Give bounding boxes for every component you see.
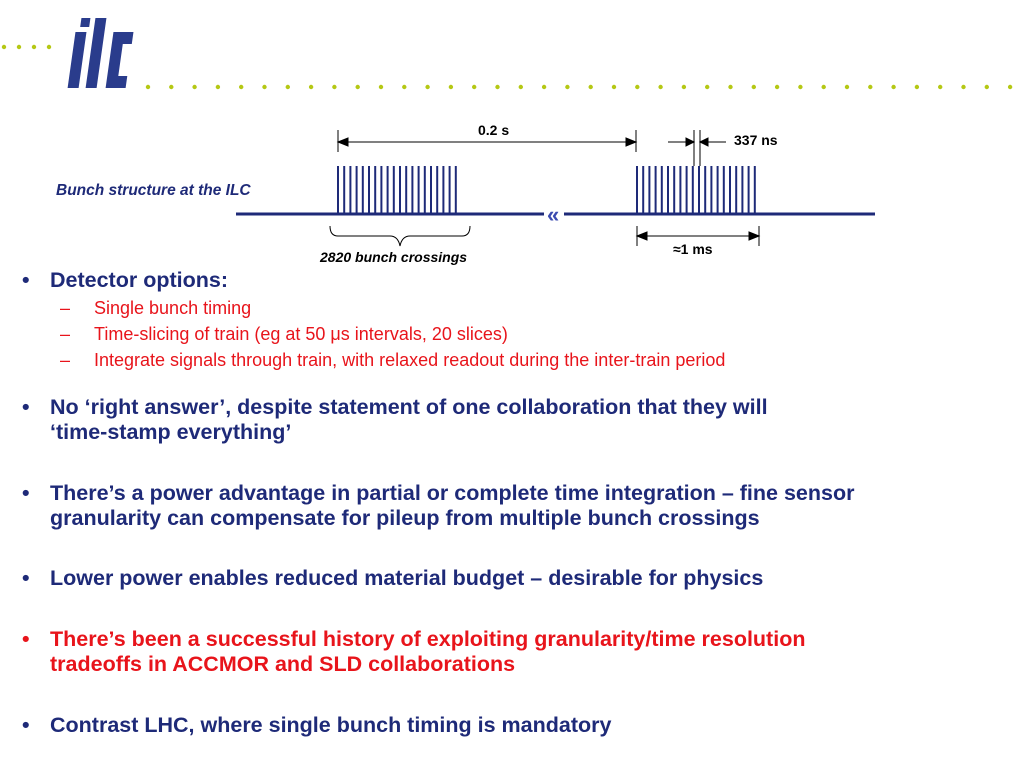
decor-dot bbox=[612, 85, 616, 89]
decor-dot bbox=[868, 85, 872, 89]
decor-dot bbox=[822, 85, 826, 89]
bullet-power-advantage bbox=[22, 481, 1017, 531]
bunch-spacing-arrow bbox=[668, 130, 726, 166]
break-symbol bbox=[544, 202, 564, 227]
decor-dot bbox=[891, 85, 895, 89]
decor-dot bbox=[682, 85, 686, 89]
decor-dot bbox=[239, 85, 243, 89]
bunch-structure-diagram bbox=[0, 110, 1024, 270]
dash-marker: – bbox=[60, 298, 71, 318]
decor-dot bbox=[728, 85, 732, 89]
dash-marker: – bbox=[60, 324, 71, 344]
svg-text:«: « bbox=[547, 202, 560, 227]
decor-dot bbox=[915, 85, 919, 89]
top-dotted-line-left bbox=[0, 40, 70, 54]
decor-dot bbox=[845, 85, 849, 89]
bullet-text: Detector options: bbox=[50, 268, 228, 292]
top-dotted-line-right bbox=[140, 80, 1024, 94]
bunch-spacing-label: 337 ns bbox=[734, 132, 778, 148]
decor-dot bbox=[705, 85, 709, 89]
bullet-detector-options bbox=[22, 268, 1017, 293]
decor-dot bbox=[356, 85, 360, 89]
decor-dot bbox=[519, 85, 523, 89]
decor-dot bbox=[985, 85, 989, 89]
bullet-line-1: There’s a power advantage in partial or complete time integration – fine sensor bbox=[50, 481, 855, 505]
decor-dot bbox=[309, 85, 313, 89]
decor-dot bbox=[542, 85, 546, 89]
bullet-line-2: tradeoffs in ACCMOR and SLD collaborations bbox=[50, 652, 516, 676]
dash-marker: – bbox=[60, 350, 71, 370]
bullet-text: Contrast LHC, where single bunch timing is mandatory bbox=[50, 713, 612, 737]
subitem-single-bunch bbox=[22, 295, 1017, 321]
decor-dot bbox=[262, 85, 266, 89]
decor-dot bbox=[192, 85, 196, 89]
decor-dot bbox=[146, 85, 150, 89]
decor-dot bbox=[425, 85, 429, 89]
bullet-no-right-answer bbox=[22, 395, 1017, 445]
bullet-marker: • bbox=[22, 713, 30, 737]
decor-dot bbox=[332, 85, 336, 89]
decor-dot bbox=[938, 85, 942, 89]
bullet-marker: • bbox=[22, 566, 30, 590]
decor-dot bbox=[658, 85, 662, 89]
decor-dot bbox=[495, 85, 499, 89]
diagram-title: Bunch structure at the ILC bbox=[56, 182, 251, 199]
decor-dot bbox=[449, 85, 453, 89]
bullet-line-1: No ‘right answer’, despite statement of one collaboration that they will bbox=[50, 395, 768, 419]
ilc-logo bbox=[64, 14, 136, 92]
decor-dot bbox=[961, 85, 965, 89]
subitem-text: Integrate signals through train, with relaxed readout during the inter-train period bbox=[94, 350, 726, 370]
crossings-label: 2820 bunch crossings bbox=[320, 249, 468, 265]
bunch-train-2 bbox=[637, 166, 755, 214]
bunch-train-1 bbox=[338, 166, 456, 214]
crossings-brace bbox=[330, 226, 470, 246]
train-length-label: ≈1 ms bbox=[673, 241, 713, 257]
bullet-marker: • bbox=[22, 268, 30, 292]
bullet-successful-history bbox=[22, 627, 1017, 677]
decor-dot bbox=[379, 85, 383, 89]
decor-dot bbox=[565, 85, 569, 89]
bullet-list bbox=[22, 268, 1017, 738]
bullet-lower-power bbox=[22, 566, 1017, 591]
bullet-marker: • bbox=[22, 481, 30, 505]
decor-dot bbox=[286, 85, 290, 89]
bullet-marker: • bbox=[22, 627, 30, 651]
decor-dot bbox=[589, 85, 593, 89]
subitem-integrate bbox=[22, 347, 1017, 373]
decor-dot bbox=[635, 85, 639, 89]
subitem-text: Time-slicing of train (eg at 50 μs intervals, 20 slices) bbox=[94, 324, 508, 344]
decor-dot bbox=[402, 85, 406, 89]
decor-dot bbox=[472, 85, 476, 89]
decor-dot bbox=[216, 85, 220, 89]
bullet-line-2: ‘time-stamp everything’ bbox=[50, 420, 292, 444]
subitem-time-slicing bbox=[22, 321, 1017, 347]
decor-dot bbox=[752, 85, 756, 89]
bullet-contrast-lhc bbox=[22, 713, 1017, 738]
bullet-marker: • bbox=[22, 395, 30, 419]
decor-dot bbox=[169, 85, 173, 89]
bullet-line-1: There’s been a successful history of exploiting granularity/time resolution bbox=[50, 627, 806, 651]
decor-dot bbox=[775, 85, 779, 89]
bullet-text: Lower power enables reduced material budget – desirable for physics bbox=[50, 566, 764, 590]
decor-dot bbox=[1008, 85, 1012, 89]
train-spacing-label: 0.2 s bbox=[478, 122, 510, 138]
bullet-line-2: granularity can compensate for pileup from multiple bunch crossings bbox=[50, 506, 760, 530]
decor-dot bbox=[798, 85, 802, 89]
subitem-text: Single bunch timing bbox=[94, 298, 252, 318]
